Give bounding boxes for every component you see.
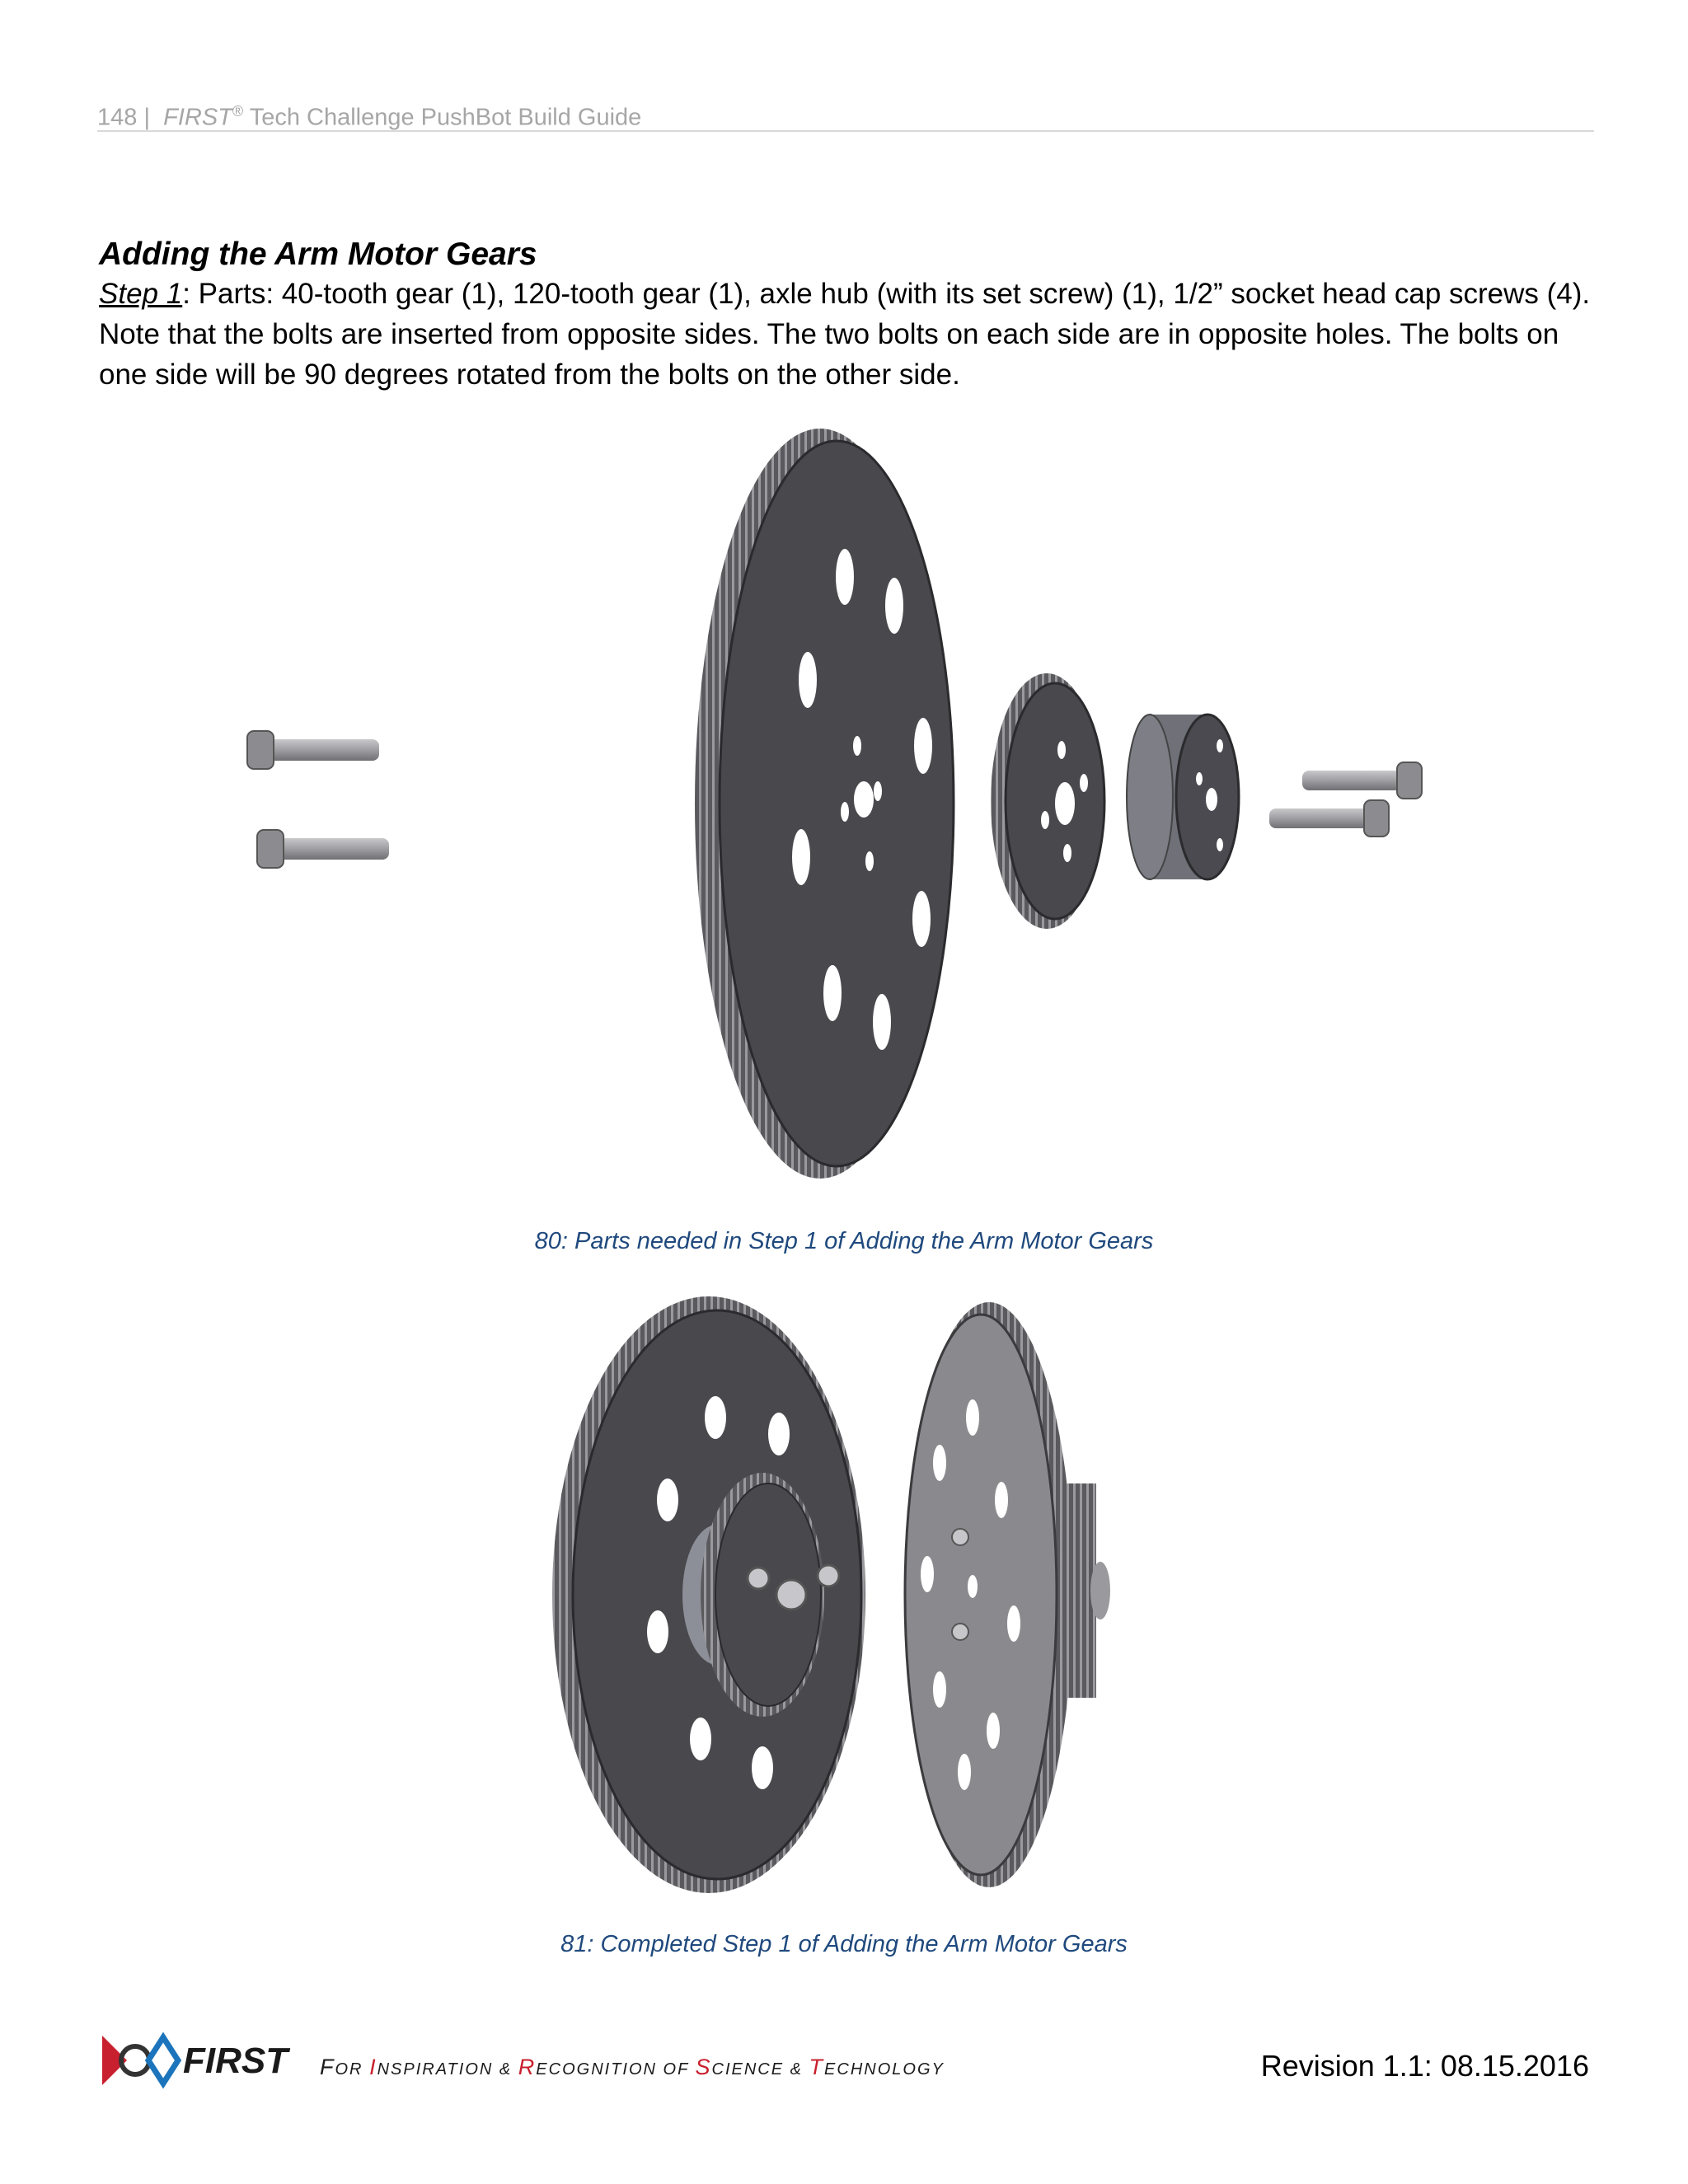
step-paragraph bbox=[99, 274, 1599, 395]
assembly-back-icon bbox=[905, 1302, 1110, 1887]
logo-text: FIRST bbox=[183, 2041, 288, 2081]
figure-parts-exploded bbox=[231, 424, 1451, 1183]
bolt-icon bbox=[247, 731, 379, 769]
gear-120-tooth-icon bbox=[695, 429, 954, 1179]
bolt-icon bbox=[1302, 762, 1422, 799]
logo-diamond-icon bbox=[148, 2037, 178, 2083]
step-body: : Parts: 40-tooth gear (1), 120-tooth gear (1), axle hub (with its set screw) (1), 1/2” socket head cap screws (4). Note that the bolts are inserted from opposite sides. The two bolts on each side are in opposite holes. The bolts on one side will be 90 degrees rotated from the bolts on the other side. bbox=[99, 278, 1591, 391]
bolt-icon bbox=[257, 830, 389, 868]
page-header bbox=[97, 92, 1594, 132]
section-title: Adding the Arm Motor Gears bbox=[99, 237, 537, 272]
figure-caption: 80: Parts needed in Step 1 of Adding the Arm Motor Gears bbox=[534, 1228, 1154, 1254]
gear-40-tooth-icon bbox=[991, 673, 1104, 929]
first-logo bbox=[97, 2027, 312, 2093]
header-first: FIRST bbox=[163, 104, 232, 131]
figure-caption: 81: Completed Step 1 of Adding the Arm Motor Gears bbox=[560, 1931, 1128, 1957]
step-label: Step 1 bbox=[99, 278, 183, 310]
assembly-front-icon bbox=[552, 1296, 865, 1893]
registered-mark: ® bbox=[232, 103, 244, 120]
page-number: 148 | bbox=[97, 104, 150, 131]
bolt-icon bbox=[1269, 800, 1389, 837]
revision-label: Revision 1.1: 08.15.2016 bbox=[1260, 2049, 1589, 2083]
figure-completed-assembly bbox=[552, 1294, 1146, 1896]
footer-tagline: FOR INSPIRATION & RECOGNITION OF SCIENCE & TECHNOLOGY bbox=[320, 2055, 945, 2079]
header-title: Tech Challenge PushBot Build Guide bbox=[249, 104, 642, 131]
axle-hub-icon bbox=[1127, 715, 1239, 879]
